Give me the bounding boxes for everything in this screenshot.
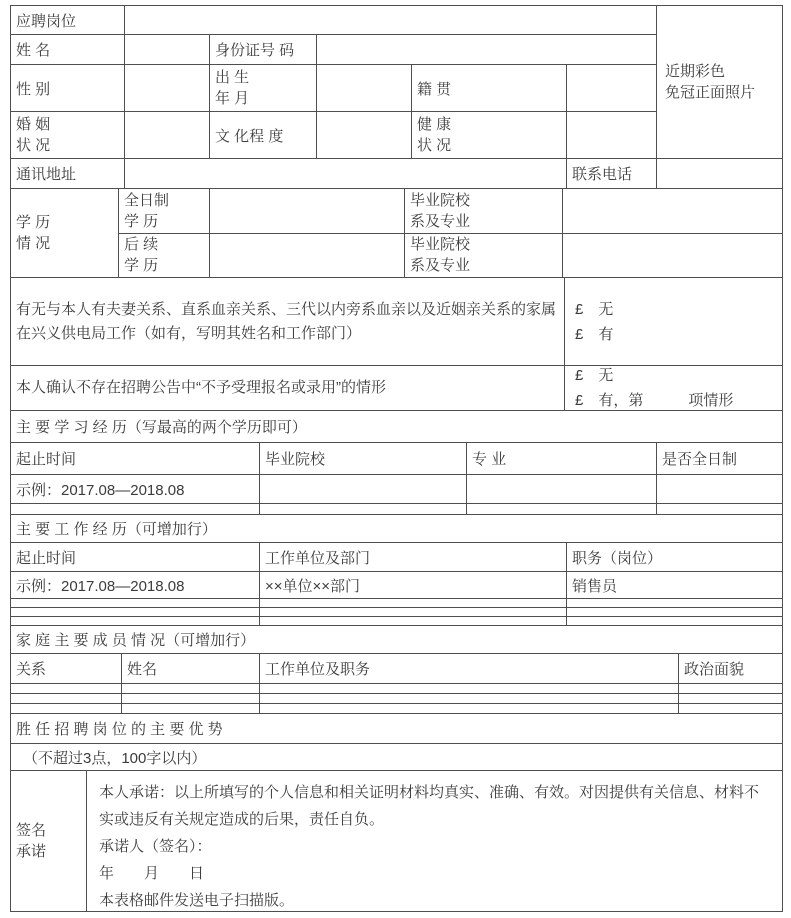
photo-placeholder: 近期彩色 免冠正面照片 <box>656 6 782 158</box>
work-unit-field[interactable] <box>259 599 566 607</box>
disqualify-option-yes[interactable]: £ 有，第 项情形 <box>575 392 734 409</box>
work-history-header: 主 要 工 作 经 历（可增加行） <box>16 521 217 538</box>
phone-value-field[interactable] <box>656 159 782 188</box>
basic-info-block <box>11 6 782 158</box>
address-value-field[interactable] <box>124 159 566 188</box>
education-degree-label: 文 化程 度 <box>209 112 316 158</box>
gender-label: 性 别 <box>16 80 51 98</box>
study-fulltime-field[interactable] <box>656 504 782 514</box>
work-empty-row <box>11 598 782 607</box>
health-status-value-field[interactable] <box>566 112 656 158</box>
education-section-label: 学 历 情 况 <box>16 214 51 252</box>
education-degree-value-field[interactable] <box>316 112 411 158</box>
family-members-header: 家 庭 主 要 成 员 情 况（可增加行） <box>16 632 256 649</box>
gender-value-field[interactable] <box>124 65 209 111</box>
fulltime-school-label: 毕业院校 系及专业 <box>404 189 562 233</box>
family-empty-row <box>11 693 782 703</box>
work-col-time: 起止时间 <box>16 549 77 567</box>
position-label: 应聘岗位 <box>16 12 77 30</box>
disqualify-question-row <box>11 365 782 410</box>
family-relation-field[interactable] <box>11 684 121 693</box>
work-example-unit: ××单位××部门 <box>259 572 566 598</box>
study-example-row <box>11 474 782 503</box>
family-empty-row <box>11 683 782 693</box>
birth-date-label: 出 生 年 月 <box>209 65 316 111</box>
study-history-header-row <box>11 410 782 442</box>
address-label: 通讯地址 <box>16 166 77 183</box>
family-col-name: 姓名 <box>121 654 259 683</box>
study-empty-row <box>11 503 782 514</box>
signature-statement: 本人承诺：以上所填写的个人信息和相关证明材料均真实、准确、有效。对因提供有关信息、材料不实或违反有关规定造成的后果，责任自负。 <box>99 784 760 828</box>
family-name-field[interactable] <box>121 684 259 693</box>
study-major-field[interactable] <box>466 504 656 514</box>
study-col-fulltime: 是否全日制 <box>656 443 782 474</box>
signature-date-line[interactable]: 年 月 日 <box>99 865 205 882</box>
marital-row <box>11 111 656 158</box>
relatives-options-cell <box>564 278 782 365</box>
family-empty-row <box>11 703 782 713</box>
strengths-note[interactable]: （不超过3点，100字以内） <box>23 749 207 767</box>
birth-date-value-field[interactable] <box>316 65 411 111</box>
id-number-value-field[interactable] <box>316 35 656 64</box>
family-col-politics: 政治面貌 <box>678 654 782 683</box>
family-politics-field[interactable] <box>678 704 782 713</box>
name-label: 姓 名 <box>16 42 51 59</box>
signature-note-line: 本表格邮件发送电子扫描版。 <box>99 892 295 909</box>
gender-row <box>11 64 656 111</box>
family-unit-field[interactable] <box>259 684 678 693</box>
study-fulltime-field[interactable] <box>656 475 782 503</box>
study-major-field[interactable] <box>466 475 656 503</box>
continuing-school-value-field[interactable] <box>562 234 782 278</box>
family-relation-field[interactable] <box>11 694 121 703</box>
continuing-degree-row <box>119 233 782 278</box>
position-value-field[interactable] <box>124 6 656 34</box>
study-school-field[interactable] <box>259 504 466 514</box>
address-row <box>11 158 782 188</box>
fulltime-school-value-field[interactable] <box>562 189 782 233</box>
strengths-note-row <box>11 743 782 770</box>
study-col-time: 起止时间 <box>16 451 77 468</box>
work-col-unit: 工作单位及部门 <box>259 543 566 571</box>
work-example-title: 销售员 <box>566 572 782 598</box>
name-value-field[interactable] <box>124 35 209 64</box>
work-unit-field[interactable] <box>259 617 566 625</box>
family-col-unit: 工作单位及职务 <box>259 654 678 683</box>
marital-status-value-field[interactable] <box>124 112 209 158</box>
id-number-label: 身份证号 码 <box>209 35 316 64</box>
work-title-field[interactable] <box>566 599 782 607</box>
marital-status-label: 婚 姻 状 况 <box>16 116 51 154</box>
native-place-value-field[interactable] <box>566 65 656 111</box>
family-politics-field[interactable] <box>678 694 782 703</box>
continuing-degree-value-field[interactable] <box>209 234 404 278</box>
study-school-field[interactable] <box>259 475 466 503</box>
family-relation-field[interactable] <box>11 704 121 713</box>
phone-label: 联系电话 <box>566 159 656 188</box>
fulltime-degree-value-field[interactable] <box>209 189 404 233</box>
study-time-field[interactable] <box>11 504 259 514</box>
continuing-degree-label: 后 续 学 历 <box>124 236 159 275</box>
continuing-school-label: 毕业院校 系及专业 <box>404 234 562 278</box>
study-col-school: 毕业院校 <box>259 443 466 474</box>
work-time-field[interactable] <box>11 608 259 616</box>
work-time-field[interactable] <box>11 617 259 625</box>
work-empty-row <box>11 607 782 616</box>
education-status-right <box>118 189 782 277</box>
work-col-title: 职务（岗位） <box>566 543 782 571</box>
work-empty-row <box>11 616 782 625</box>
family-politics-field[interactable] <box>678 684 782 693</box>
work-history-header-row <box>11 514 782 542</box>
disqualify-question-text: 本人确认不存在招聘公告中“不予受理报名或录用”的情形 <box>16 379 386 396</box>
study-history-columns-row <box>11 442 782 474</box>
family-unit-field[interactable] <box>259 704 678 713</box>
work-history-columns-row <box>11 542 782 571</box>
disqualify-option-none[interactable]: £ 无 <box>575 367 614 384</box>
signature-label: 签名 承诺 <box>16 822 47 860</box>
relatives-question-row <box>11 277 782 365</box>
relatives-option-yes[interactable]: £ 有 <box>575 325 614 343</box>
work-title-field[interactable] <box>566 608 782 616</box>
work-title-field[interactable] <box>566 617 782 625</box>
application-form <box>10 5 783 912</box>
family-name-field[interactable] <box>121 704 259 713</box>
study-col-major: 专 业 <box>466 443 656 474</box>
health-status-label: 健 康 状 况 <box>411 112 566 158</box>
work-unit-field[interactable] <box>259 608 566 616</box>
study-history-header: 主 要 学 习 经 历（写最高的两个学历即可） <box>16 419 307 436</box>
education-status-block <box>11 188 782 277</box>
family-columns-row <box>11 653 782 683</box>
family-members-header-row <box>11 625 782 653</box>
position-row <box>11 6 656 34</box>
study-example-time: 示例：2017.08—2018.08 <box>16 481 185 499</box>
work-example-row <box>11 571 782 598</box>
signature-content[interactable] <box>86 771 782 911</box>
name-row <box>11 34 656 64</box>
family-unit-field[interactable] <box>259 694 678 703</box>
basic-info-left <box>11 6 656 158</box>
family-col-relation: 关系 <box>16 661 47 678</box>
family-name-field[interactable] <box>121 694 259 703</box>
work-example-time: 示例：2017.08—2018.08 <box>16 577 185 595</box>
strengths-header: 胜 任 招 聘 岗 位 的 主 要 优 势 <box>16 721 223 738</box>
relatives-question-text: 有无与本人有夫妻关系、直系血亲关系、三代以内旁系血亲以及近姻亲关系的家属在兴义供电局工作（如有，写明其姓名和工作部门） <box>16 300 557 342</box>
strengths-header-row <box>11 713 782 743</box>
signature-block <box>11 770 782 911</box>
fulltime-degree-label: 全日制 学 历 <box>124 191 170 230</box>
work-time-field[interactable] <box>11 599 259 607</box>
disqualify-options-cell <box>564 366 782 410</box>
signature-signer-line[interactable]: 承诺人（签名）： <box>99 838 212 855</box>
fulltime-degree-row <box>119 189 782 233</box>
native-place-label: 籍 贯 <box>411 65 566 111</box>
relatives-option-none[interactable]: £ 无 <box>575 300 614 318</box>
